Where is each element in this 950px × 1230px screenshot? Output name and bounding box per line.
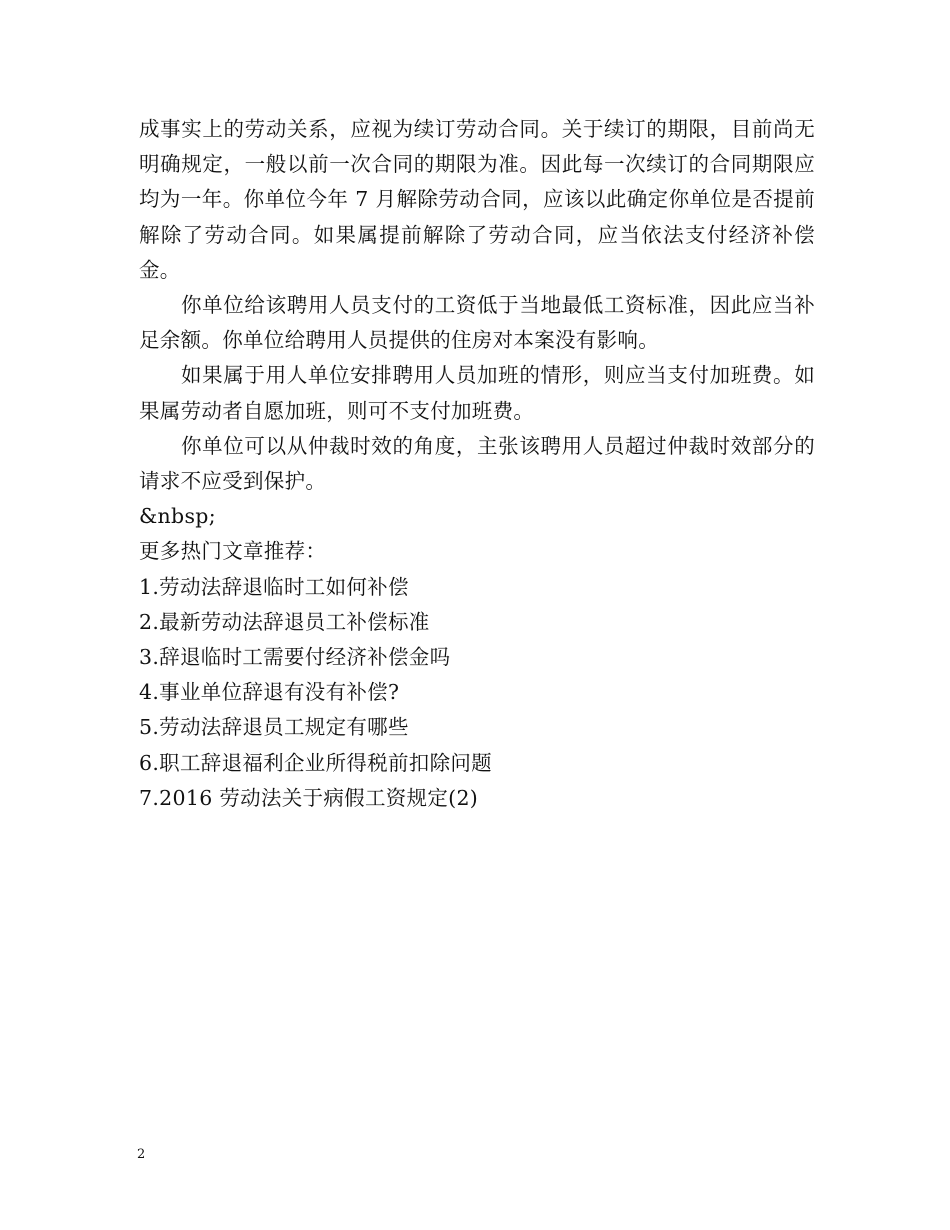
recommend-item-title[interactable]: 辞退临时工需要付经济补偿金吗 <box>159 645 451 670</box>
recommend-item-number: 6. <box>139 750 160 775</box>
recommend-item-title[interactable]: 最新劳动法辞退员工补偿标准 <box>159 609 430 634</box>
recommend-item[interactable] <box>139 781 815 816</box>
recommend-item[interactable] <box>139 746 815 781</box>
paragraph-minimum-wage: 你单位给该聘用人员支付的工资低于当地最低工资标准，因此应当补足余额。你单位给聘用人员提供的住房对本案没有影响。 <box>139 293 815 353</box>
recommend-item[interactable] <box>139 640 815 675</box>
recommend-heading: 更多热门文章推荐： <box>139 539 327 564</box>
recommend-item-number: 4. <box>139 680 160 705</box>
recommend-item-number: 1. <box>139 574 160 599</box>
recommend-item-title[interactable]: 2016 劳动法关于病假工资规定(2) <box>159 785 479 810</box>
recommend-item-number: 5. <box>139 715 160 740</box>
document-body <box>139 112 815 816</box>
recommend-item-number: 2. <box>139 609 160 634</box>
recommend-list <box>139 570 815 816</box>
recommend-item-title[interactable]: 劳动法辞退临时工如何补偿 <box>159 574 409 599</box>
page-number: 2 <box>137 1147 146 1162</box>
recommend-item[interactable] <box>139 570 815 605</box>
recommend-item-title[interactable]: 事业单位辞退有没有补偿? <box>159 680 400 705</box>
recommend-item[interactable] <box>139 675 815 710</box>
paragraph-overtime: 如果属于用人单位安排聘用人员加班的情形，则应当支付加班费。如果属劳动者自愿加班，则可不支付加班费。 <box>139 363 815 423</box>
paragraph-arbitration: 你单位可以从仲裁时效的角度，主张该聘用人员超过仲裁时效部分的请求不应受到保护。 <box>139 433 815 494</box>
nbsp-line: &nbsp; <box>139 504 216 529</box>
paragraph-contract-renewal: 成事实上的劳动关系，应视为续订劳动合同。关于续订的期限，目前尚无明确规定，一般以前一次合同的期限为准。因此每一次续订的合同期限应均为一年。你单位今年 7 月解除劳动合同，应该以此确定你单位是否提前解除了劳动合同。如果属提前解除了劳动合同，应当依法支付经济补偿金。 <box>139 117 815 282</box>
recommend-item-number: 7. <box>139 785 160 810</box>
recommend-item[interactable] <box>139 605 815 640</box>
recommend-item[interactable] <box>139 710 815 745</box>
recommend-item-title[interactable]: 劳动法辞退员工规定有哪些 <box>159 715 409 740</box>
recommend-item-number: 3. <box>139 645 160 670</box>
recommend-item-title[interactable]: 职工辞退福利企业所得税前扣除问题 <box>159 750 492 775</box>
